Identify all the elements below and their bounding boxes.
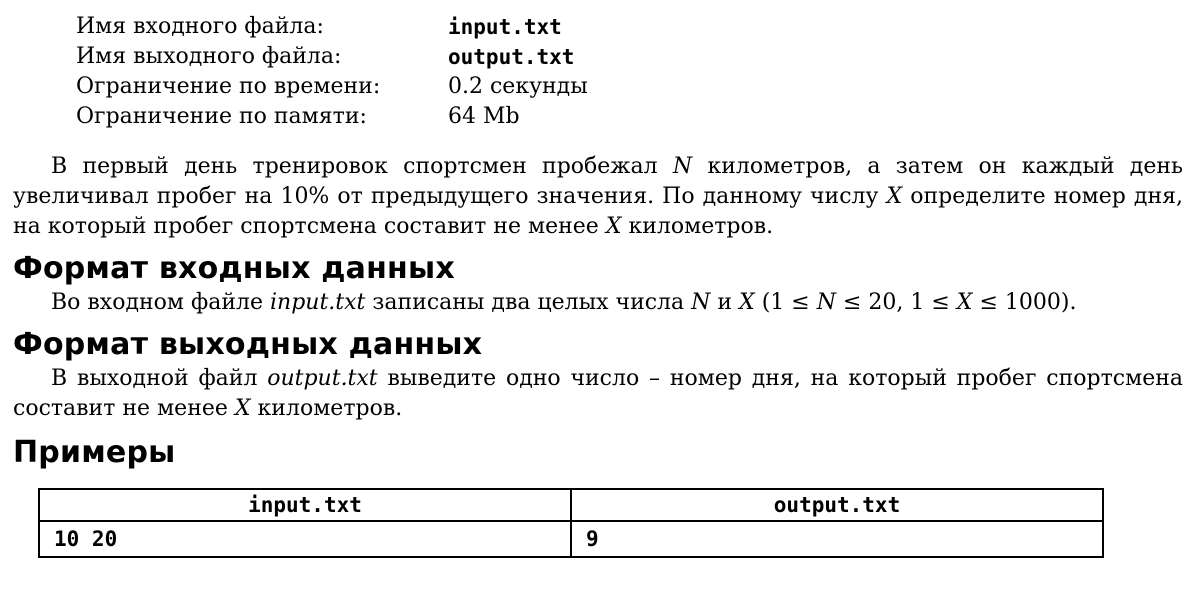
meta-row-output-file [76,42,1183,72]
math-variable: X [956,290,973,315]
input-text: записаны два целых числа [365,290,692,315]
math-variable: X [739,290,755,315]
statement-paragraph [13,152,1183,242]
output-text: километров. [250,396,403,421]
table-header-row [39,489,1103,521]
meta-label: Имя выходного файла: [76,44,342,69]
column-header-output: output.txt [571,489,1103,521]
meta-value: 64 Mb [448,104,520,129]
meta-value: 0.2 секунды [448,74,588,99]
meta-row-time-limit [76,72,1183,102]
meta-label: Имя входного файла: [76,14,324,39]
math-variable: N [672,154,693,179]
problem-statement [13,12,1183,472]
statement-text: определите номер дня, на который пробег спортсмена составит не менее [13,184,1184,239]
math-variable: X [886,184,903,209]
input-text: Во входном файле [51,290,270,315]
output-format-heading: Формат выходных данных [13,327,483,362]
math-variable: X [234,396,251,421]
output-text: В выходной файл [51,366,268,391]
meta-label: Ограничение по времени: [76,74,381,99]
meta-label: Ограничение по памяти: [76,104,367,129]
input-text: (1 ≤ [754,290,817,315]
math-variable: N [691,290,711,315]
examples-table [38,488,1104,558]
output-text: выведите одно число – номер дня, на который пробег спортсмена составит не менее [13,366,1183,421]
table-row [39,521,1103,557]
statement-text: В первый день тренировок спортсмен пробежал [51,154,673,179]
input-text: ≤ 20, 1 ≤ [835,290,957,315]
examples-heading: Примеры [13,435,176,470]
statement-text: километров. [621,214,774,239]
math-variable: N [816,290,836,315]
input-format-heading: Формат входных данных [13,251,455,286]
math-variable: X [605,214,622,239]
example-output-cell: 9 [571,521,1103,557]
output-file-name: output.txt [267,366,378,391]
column-header-input: input.txt [39,489,571,521]
meta-row-input-file [76,12,1183,42]
output-format-paragraph [13,364,1183,424]
input-text: ≤ 1000). [972,290,1077,315]
meta-value: input.txt [448,15,562,39]
input-text: и [710,290,740,315]
statement-text: километров, а затем он каждый день увеличивал пробег на 10% от предыдущего значения. По данному числу [13,154,1184,209]
input-format-paragraph [13,288,1183,318]
example-input-cell: 10 20 [39,521,571,557]
meta-row-memory-limit [76,102,1183,132]
input-file-name: input.txt [270,290,366,315]
problem-meta [76,12,1183,132]
meta-value: output.txt [448,45,575,69]
